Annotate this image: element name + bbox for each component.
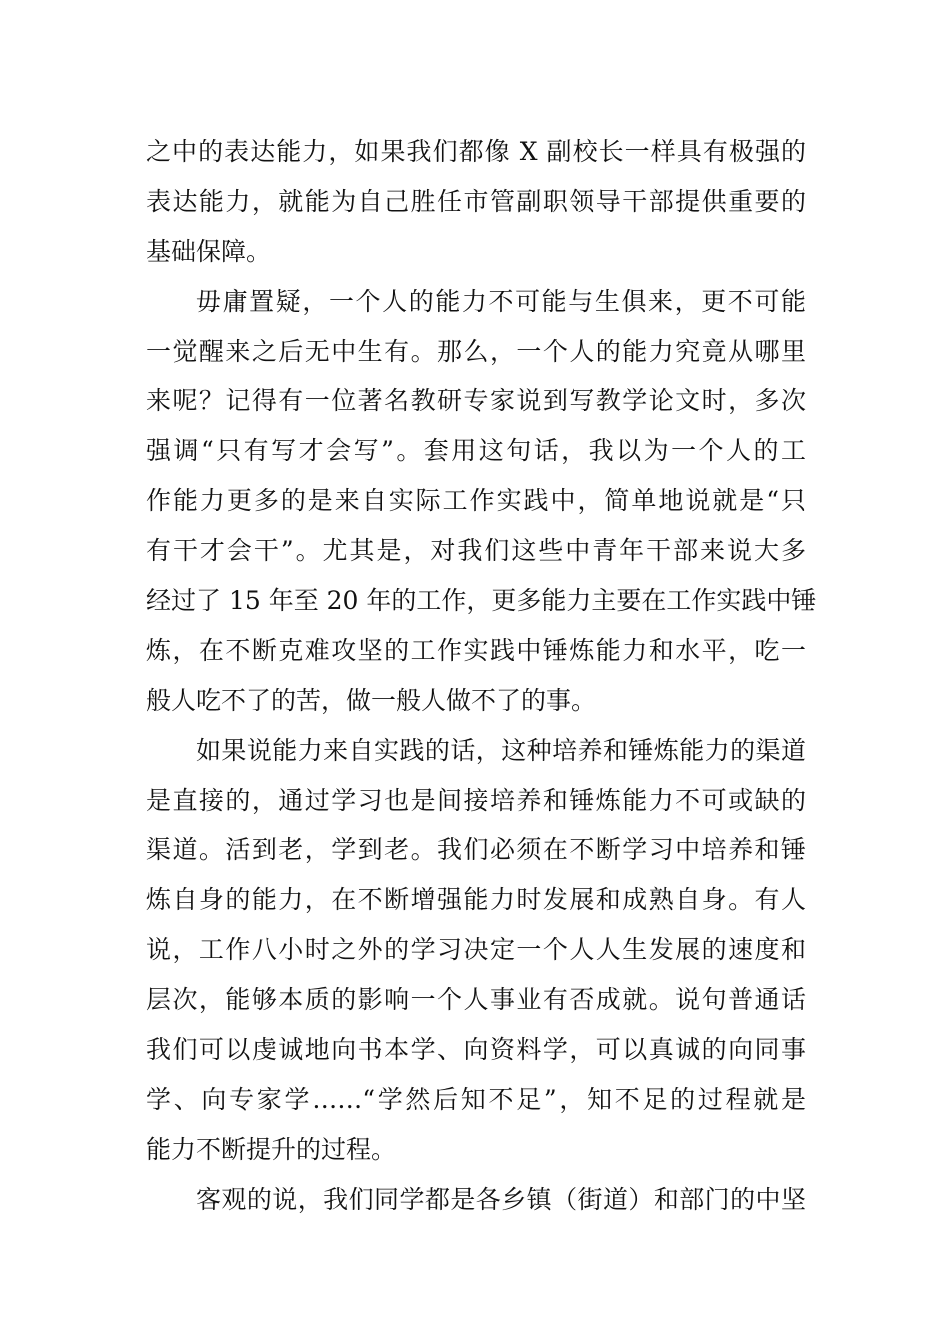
text-line: 学、向专家学……“学然后知不足”，知不足的过程就是 xyxy=(146,1084,806,1114)
paragraph-first-line: 客观的说，我们同学都是各乡镇（街道）和部门的中坚 xyxy=(196,1184,806,1214)
text-line: 是直接的，通过学习也是间接培养和锤炼能力不可或缺的 xyxy=(146,785,806,815)
text-line: 说，工作八小时之外的学习决定一个人人生发展的速度和 xyxy=(146,935,806,965)
text-line: 炼，在不断克难攻坚的工作实践中锤炼能力和水平，吃一 xyxy=(146,635,806,665)
paragraph-first-line: 毋庸置疑，一个人的能力不可能与生俱来，更不可能 xyxy=(196,286,806,316)
text-line: 能力不断提升的过程。 xyxy=(146,1134,397,1164)
text-line: 渠道。活到老，学到老。我们必须在不断学习中培养和锤 xyxy=(146,835,806,865)
text-line: 来呢？记得有一位著名教研专家说到写教学论文时，多次 xyxy=(146,386,806,416)
text-line: 一觉醒来之后无中生有。那么，一个人的能力究竟从哪里 xyxy=(146,336,806,366)
text-line: 基础保障。 xyxy=(146,236,272,266)
text-line: 层次，能够本质的影响一个人事业有否成就。说句普通话 xyxy=(146,985,806,1015)
text-line: 般人吃不了的苦，做一般人做不了的事。 xyxy=(146,685,597,715)
text-line: 强调“只有写才会写”。套用这句话，我以为一个人的工 xyxy=(146,436,806,466)
text-line: 有干才会干”。尤其是，对我们这些中青年干部来说大多 xyxy=(146,536,806,566)
text-line: 作能力更多的是来自实际工作实践中，简单地说就是“只 xyxy=(146,486,806,516)
body-text xyxy=(146,127,817,1225)
text-line: 之中的表达能力，如果我们都像 X 副校长一样具有极强的 xyxy=(146,137,806,166)
text-line: 经过了 15 年至 20 年的工作，更多能力主要在工作实践中锤 xyxy=(146,586,817,616)
paragraph-first-line: 如果说能力来自实践的话，这种培养和锤炼能力的渠道 xyxy=(196,735,806,765)
text-line: 我们可以虔诚地向书本学、向资料学，可以真诚的向同事 xyxy=(146,1035,806,1065)
text-line: 表达能力，就能为自己胜任市管副职领导干部提供重要的 xyxy=(146,186,806,216)
text-line: 炼自身的能力，在不断增强能力时发展和成熟自身。有人 xyxy=(146,885,806,915)
